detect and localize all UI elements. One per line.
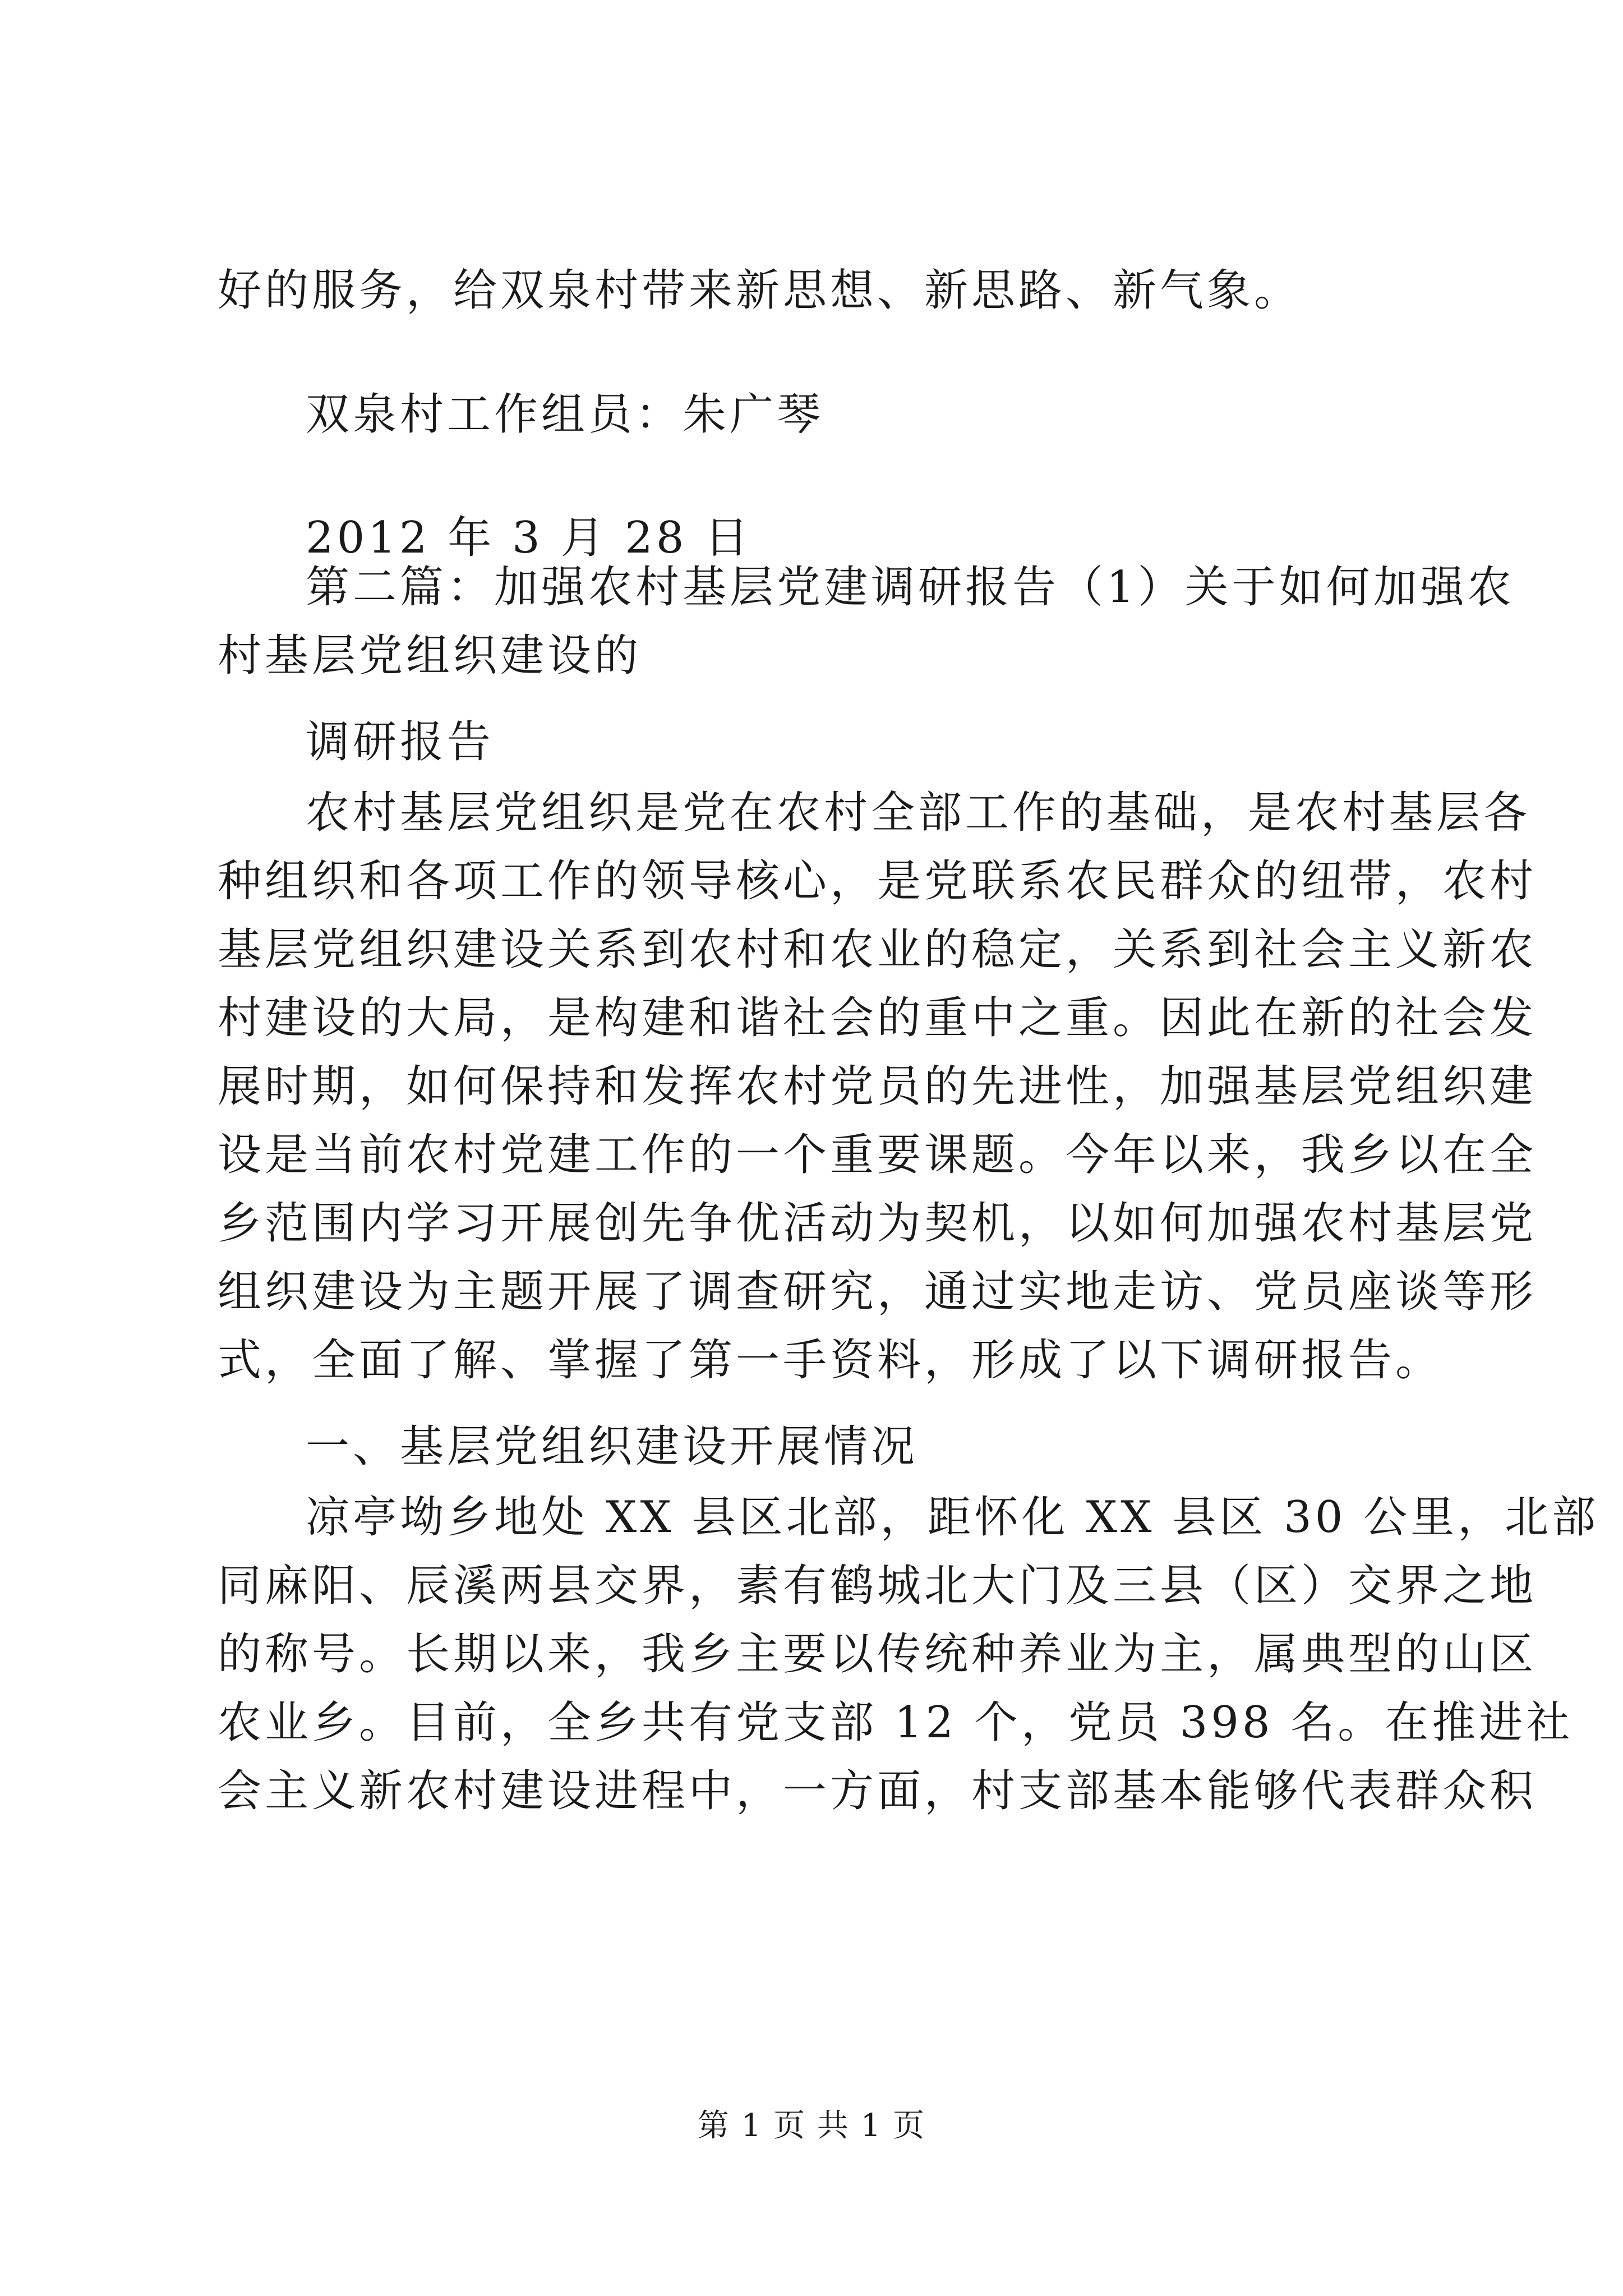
paragraph-1-line: 设是当前农村党建工作的一个重要课题。今年以来，我乡以在全 xyxy=(218,1130,1537,1180)
paragraph-1-line: 组织建设为主题开展了调查研究，通过实地走访、党员座谈等形 xyxy=(218,1267,1537,1317)
paragraph-2-line: 会主义新农村建设进程中，一方面，村支部基本能够代表群众积 xyxy=(218,1766,1537,1816)
paragraph-1-line: 展时期，如何保持和发挥农村党员的先进性，加强基层党组织建 xyxy=(218,1061,1537,1112)
paragraph-2-line: 凉亭坳乡地处 XX 县区北部，距怀化 XX 县区 30 公里，北部 xyxy=(306,1492,1599,1543)
closing-line: 好的服务，给双泉村带来新思想、新思路、新气象。 xyxy=(218,265,1302,316)
heading-line-2: 村基层党组织建设的 xyxy=(218,631,642,681)
paragraph-2-line: 农业乡。目前，全乡共有党支部 12 个，党员 398 名。在推进社 xyxy=(218,1697,1574,1748)
paragraph-1-line: 农村基层党组织是党在农村全部工作的基础，是农村基层各 xyxy=(306,788,1531,838)
section-1-title: 一、基层党组织建设开展情况 xyxy=(306,1421,919,1472)
paragraph-1-line: 基层党组织建设关系到农村和农业的稳定，关系到社会主义新农 xyxy=(218,924,1537,975)
page-footer: 第 1 页 共 1 页 xyxy=(697,2108,926,2144)
paragraph-1-line: 村建设的大局，是构建和谐社会的重中之重。因此在新的社会发 xyxy=(218,993,1537,1043)
heading-line-3: 调研报告 xyxy=(306,717,495,767)
paragraph-1-line: 种组织和各项工作的领导核心，是党联系农民群众的纽带，农村 xyxy=(218,856,1537,907)
date-line: 2012 年 3 月 28 日 xyxy=(306,513,752,563)
heading-line-1: 第二篇：加强农村基层党建调研报告（1）关于如何加强农 xyxy=(306,562,1515,613)
paragraph-1-line: 乡范围内学习开展创先争优活动为契机，以如何加强农村基层党 xyxy=(218,1198,1537,1249)
paragraph-1-line: 式，全面了解、掌握了第一手资料，形成了以下调研报告。 xyxy=(218,1335,1443,1386)
paragraph-2-line: 同麻阳、辰溪两县交界，素有鹤城北大门及三县（区）交界之地 xyxy=(218,1561,1537,1611)
signature-line: 双泉村工作组员：朱广琴 xyxy=(306,389,824,440)
paragraph-2-line: 的称号。长期以来，我乡主要以传统种养业为主，属典型的山区 xyxy=(218,1629,1537,1680)
